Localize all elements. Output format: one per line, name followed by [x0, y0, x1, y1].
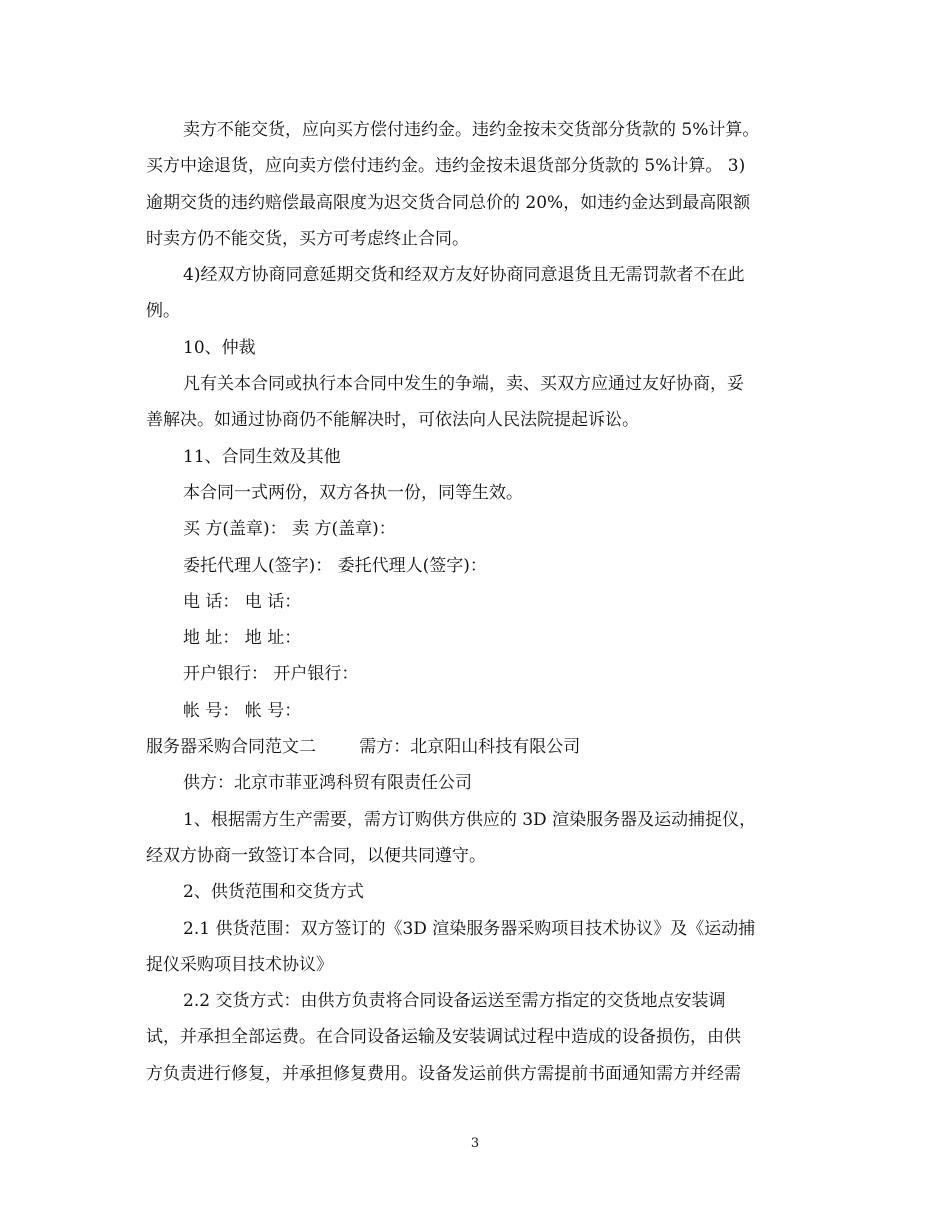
text-line: 凡有关本合同或执行本合同中发生的争端，卖、买双方应通过友好协商，妥 [183, 374, 744, 395]
text-line: 服务器采购合同范文二 需方：北京阳山科技有限公司 [146, 737, 581, 758]
text-line: 捉仪采购项目技术协议》 [146, 954, 333, 975]
text-line: 本合同一式两份，双方各执一份，同等生效。 [183, 482, 523, 503]
page-number: 3 [470, 1136, 480, 1151]
text-line: 例。 [146, 301, 180, 322]
document-body [146, 112, 810, 1092]
text-line: 11、合同生效及其他 [183, 446, 341, 467]
text-line: 卖方不能交货，应向买方偿付违约金。违约金按未交货部分货款的 5%计算。 [183, 120, 760, 140]
text-line: 2.1 供货范围：双方签订的《3D 渲染服务器采购项目技术协议》及《运动捕 [183, 918, 756, 939]
text-line: 电 话： 电 话： [183, 591, 302, 612]
text-line: 供方：北京市菲亚鸿科贸有限责任公司 [183, 773, 472, 794]
text-line: 逾期交货的违约赔偿最高限度为迟交货合同总价的 20%，如违约金达到最高限额 [146, 192, 751, 213]
text-line: 经双方协商一致签订本合同，以便共同遵守。 [146, 845, 486, 866]
text-line: 时卖方仍不能交货，买方可考虑终止合同。 [146, 228, 469, 249]
text-line: 方负责进行修复，并承担修复费用。设备发运前供方需提前书面通知需方并经需 [146, 1063, 741, 1084]
text-line: 委托代理人(签字)： 委托代理人(签字)： [183, 555, 487, 576]
text-line: 买方中途退货，应向卖方偿付违约金。违约金按未退货部分货款的 5%计算。 3) [146, 156, 746, 177]
text-line: 试，并承担全部运费。在合同设备运输及安装调试过程中造成的设备损伤，由供 [146, 1027, 741, 1048]
text-line: 4)经双方协商同意延期交货和经双方友好协商同意退货且无需罚款者不在此 [183, 265, 745, 286]
text-line: 1、根据需方生产需要，需方订购供方供应的 3D 渲染服务器及运动捕捉仪， [183, 809, 757, 830]
text-line: 地 址： 地 址： [183, 628, 302, 649]
text-line: 买 方(盖章)： 卖 方(盖章)： [183, 519, 396, 540]
text-line: 10、仲裁 [183, 337, 256, 358]
text-line: 善解决。如通过协商仍不能解决时，可依法向人民法院提起诉讼。 [146, 410, 639, 431]
text-line: 2.2 交货方式：由供方负责将合同设备运送至需方指定的交货地点安装调 [183, 991, 726, 1012]
text-line: 2、供货范围和交货方式 [183, 882, 364, 903]
text-line: 帐 号： 帐 号： [183, 700, 302, 721]
text-line: 开户银行： 开户银行： [183, 664, 359, 685]
